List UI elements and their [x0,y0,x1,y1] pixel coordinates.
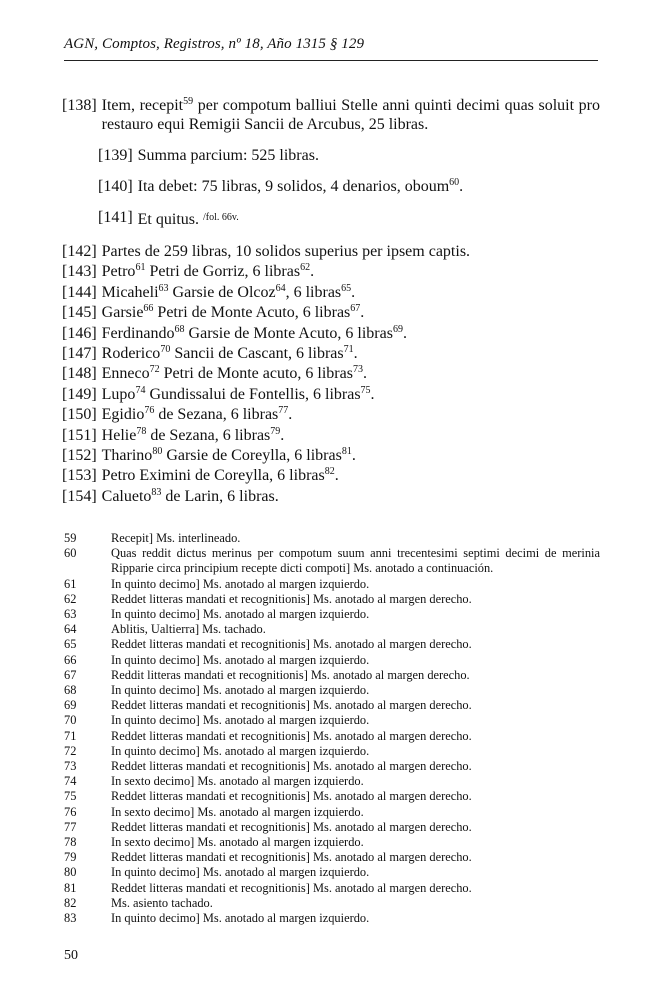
footnote-text: Ablitis, Ualtierra] Ms. tachado. [111,622,266,637]
footnote-number: 73 [64,759,77,774]
entry-number: [141] [98,209,133,226]
footnote-60 [64,546,600,576]
footnote-63 [64,607,600,622]
page-number: 50 [64,948,78,963]
footnote-number: 83 [64,911,77,926]
footnote-ref: 79 [270,425,281,437]
entry-text-segment: Ita debet: 75 libras, 9 solidos, 4 denarios, oboum [137,178,450,195]
entry-text-segment: Petro Eximini de Coreylla, 6 libras [101,467,325,485]
entry-number: [140] [98,178,133,195]
footnote-69 [64,698,600,713]
entry-text-segment: . [353,345,358,363]
footnote-ref: 80 [152,446,163,458]
entry-147 [62,344,600,364]
footnote-text: Quas reddit dictus merinus per compotum suum anni trecentesimi septimi decimi de merinia Ripparie circa principium recepte dicti compoti] Ms. anotado a continuación. [111,546,600,576]
entry-144 [62,283,600,303]
footnote-ref: 83 [151,486,162,498]
entry-text-segment: . [370,385,375,403]
entry-text [138,177,600,196]
footnote-82 [64,896,600,911]
entry-142 [62,242,600,262]
entry-text-segment: . [360,304,365,322]
entry-text-segment: Et quitus. [137,211,203,228]
footnote-text: In quinto decimo] Ms. anotado al margen izquierdo. [111,911,370,926]
entry-text-segment: Petri de Monte Acuto, 6 libras [153,304,351,322]
entry-text [102,405,600,425]
footnote-text: Reddet litteras mandati et recognitionis] Ms. anotado al margen derecho. [111,698,472,713]
entry-text-segment: , 6 libras [285,283,342,301]
entry-number: [142] [62,243,97,260]
footnote-number: 81 [64,880,77,895]
entry-text-segment: Helie [101,426,137,444]
footnote-number: 68 [64,683,77,698]
entry-text-segment: Garsie de Coreylla, 6 libras [162,447,342,465]
entry-number: [150] [62,406,97,424]
footnote-75 [64,789,600,804]
entry-143 [62,262,600,282]
entry-text [102,385,600,405]
footnote-ref: 68 [174,323,185,335]
footnote-ref: 66 [143,303,154,315]
footnote-text: Reddet litteras mandati et recognitionis] Ms. anotado al margen derecho. [111,591,472,606]
footnote-text: In quinto decimo] Ms. anotado al margen izquierdo. [111,607,370,622]
footnote-67 [64,668,600,683]
footnote-68 [64,683,600,698]
footnote-ref: 63 [158,282,169,294]
entry-text-segment: per compotum balliui Stelle anni quinti decimi quas soluit pro restauro equi Remigii Sancii de Arcubus, 25 libras. [101,97,601,133]
entry-text [102,344,600,364]
footnote-number: 70 [64,713,77,728]
footnote-78 [64,835,600,850]
footnote-66 [64,653,600,668]
entry-text-segment: Item, recepit [101,97,184,114]
entry-text [102,446,600,466]
footnote-ref: 81 [341,446,352,458]
entry-text-segment: . [351,283,356,301]
footnote-59 [64,531,600,546]
entry-text-segment: Gundissalui de Fontellis, 6 libras [145,385,361,403]
footnote-number: 66 [64,652,77,667]
footnote-number: 76 [64,804,77,819]
entry-text-segment: Ferdinando [101,324,175,342]
entry-text-segment: de Sezana, 6 libras [146,426,271,444]
footnote-number: 79 [64,850,77,865]
entry-number: [153] [62,467,97,485]
footnote-number: 74 [64,774,77,789]
footnote-text: Ms. asiento tachado. [111,895,213,910]
footnote-65 [64,637,600,652]
entry-text-segment: . [280,426,285,444]
footnote-number: 60 [64,546,77,561]
footnote-ref: 72 [149,364,160,376]
footnote-number: 63 [64,607,77,622]
entry-text-segment: Summa parcium: 525 libras. [137,147,319,164]
footnote-72 [64,744,600,759]
footnote-text: In quinto decimo] Ms. anotado al margen izquierdo. [111,683,370,698]
footnote-number: 80 [64,865,77,880]
entry-text-segment: . [334,467,339,485]
entry-text-segment: Sancii de Cascant, 6 libras [170,345,344,363]
footnote-83 [64,911,600,926]
entry-text [102,283,600,303]
footnote-text: Reddet litteras mandati et recognitionis] Ms. anotado al margen derecho. [111,880,472,895]
entry-number: [148] [62,365,97,383]
entry-text-segment: Roderico [101,345,161,363]
header-rule [64,60,598,61]
entry-148 [62,364,600,384]
entry-text [102,303,600,323]
entry-text [102,242,600,262]
entry-141 [62,208,600,229]
entry-number: [143] [62,263,97,281]
footnote-number: 72 [64,743,77,758]
footnote-text: In quinto decimo] Ms. anotado al margen izquierdo. [111,865,370,880]
entry-text-segment: Enneco [101,365,150,383]
footnote-61 [64,577,600,592]
entry-number: [146] [62,324,97,342]
footnote-text: In quinto decimo] Ms. anotado al margen izquierdo. [111,652,370,667]
footnote-text: Reddit litteras mandati et recognitionis] Ms. anotado al margen derecho. [111,667,470,682]
footnote-74 [64,774,600,789]
entry-text-segment: . [362,365,367,383]
entry-151 [62,426,600,446]
footnote-number: 65 [64,637,77,652]
footnote-number: 77 [64,819,77,834]
entry-text-segment: Petri de Gorriz, 6 libras [145,263,301,281]
entry-text-segment: Tharino [101,447,153,465]
entry-text-segment: . [351,447,356,465]
entry-text-segment: Petri de Monte acuto, 6 libras [159,365,353,383]
footnote-ref: 70 [160,344,171,356]
footnote-text: In sexto decimo] Ms. anotado al margen izquierdo. [111,774,364,789]
footnote-ref: 67 [350,303,361,315]
footnote-ref: 60 [449,177,460,188]
footnote-ref: 71 [343,344,354,356]
footnote-number: 71 [64,728,77,743]
entry-150 [62,405,600,425]
entry-139 [62,146,600,165]
footnote-number: 69 [64,698,77,713]
entry-text-segment: Egidio [101,406,145,424]
entry-number: [147] [62,345,97,363]
entry-number: [138] [62,97,97,114]
entry-149 [62,385,600,405]
footnote-text: In quinto decimo] Ms. anotado al margen izquierdo. [111,713,370,728]
footnote-80 [64,865,600,880]
footnote-text: In quinto decimo] Ms. anotado al margen izquierdo. [111,743,370,758]
entry-text [102,466,600,486]
footnote-number: 78 [64,835,77,850]
footnote-text: Recepit] Ms. interlineado. [111,531,241,545]
entry-text [138,208,600,229]
footnote-ref: 77 [278,405,289,417]
footnote-text: Reddet litteras mandati et recognitionis] Ms. anotado al margen derecho. [111,637,472,652]
entry-text-segment: Garsie de Olcoz [168,283,276,301]
footnote-64 [64,622,600,637]
footnote-62 [64,592,600,607]
entry-text-segment: Micaheli [101,283,159,301]
footnote-73 [64,759,600,774]
entry-number: [152] [62,447,97,465]
footnote-ref: 78 [136,425,147,437]
entry-text-segment: . [459,178,464,195]
footnote-number: 82 [64,895,77,910]
footnote-70 [64,713,600,728]
entry-152 [62,446,600,466]
footnote-81 [64,881,600,896]
entry-text-segment: de Larin, 6 libras. [161,487,279,505]
entry-text-segment: de Sezana, 6 libras [154,406,279,424]
running-header: AGN, Comptos, Registros, nº 18, Año 1315 § 129 [64,36,365,52]
footnote-number: 67 [64,667,77,682]
entry-text [138,146,600,165]
footnote-text: In quinto decimo] Ms. anotado al margen izquierdo. [111,576,370,591]
entry-146 [62,324,600,344]
footnote-ref: 65 [341,282,352,294]
footnote-71 [64,729,600,744]
entry-text-segment: . [402,324,407,342]
footnote-text: Reddet litteras mandati et recognitionis] Ms. anotado al margen derecho. [111,759,472,774]
entry-text-segment: Lupo [101,385,136,403]
entry-number: [154] [62,487,97,505]
footnote-79 [64,850,600,865]
entry-text-segment: Petro [101,263,136,281]
footnote-number: 59 [64,531,77,545]
footnote-76 [64,805,600,820]
footnote-ref: 59 [183,96,194,107]
entry-text-segment: Calueto [101,487,152,505]
entry-text-segment: Garsie de Monte Acuto, 6 libras [184,324,393,342]
footnote-text: Reddet litteras mandati et recognitionis] Ms. anotado al margen derecho. [111,789,472,804]
footnote-ref: 69 [392,323,403,335]
footnote-ref: 75 [360,384,371,396]
entry-138 [62,96,600,134]
entry-140 [62,177,600,196]
footnote-text: In sexto decimo] Ms. anotado al margen izquierdo. [111,804,364,819]
entry-153 [62,466,600,486]
footnote-text: Reddet litteras mandati et recognitionis] Ms. anotado al margen derecho. [111,728,472,743]
footnote-number: 61 [64,576,77,591]
footnote-text: In sexto decimo] Ms. anotado al margen izquierdo. [111,835,364,850]
entry-number: [151] [62,426,97,444]
footnote-ref: 62 [300,262,311,274]
entry-154 [62,487,600,507]
entry-number: [145] [62,304,97,322]
entry-text [102,324,600,344]
footnotes [64,531,600,926]
entry-text-segment: . [288,406,293,424]
entry-text [102,426,600,446]
footnote-number: 75 [64,789,77,804]
footnote-ref: 76 [144,405,155,417]
entry-text [102,262,600,282]
entry-number: [139] [98,147,133,164]
entry-text-segment: Partes de 259 libras, 10 solidos superius per ipsem captis. [101,243,471,260]
entry-text [102,364,600,384]
entry-text-segment: Garsie [101,304,144,322]
entry-number: [144] [62,283,97,301]
footnote-ref: 73 [352,364,363,376]
entry-text [102,487,600,507]
entries-body [62,96,600,507]
footnote-ref: 61 [135,262,146,274]
footnote-ref: 74 [135,384,146,396]
entry-number: [149] [62,385,97,403]
footnote-ref: 82 [324,466,335,478]
folio-marker: /fol. 66v. [203,212,239,223]
footnote-number: 64 [64,622,77,637]
footnote-text: Reddet litteras mandati et recognitionis] Ms. anotado al margen derecho. [111,850,472,865]
footnote-text: Reddet litteras mandati et recognitionis] Ms. anotado al margen derecho. [111,819,472,834]
entry-text-segment: . [310,263,315,281]
footnote-ref: 64 [275,282,286,294]
footnote-77 [64,820,600,835]
footnote-number: 62 [64,591,77,606]
entry-145 [62,303,600,323]
entry-text [102,96,600,134]
